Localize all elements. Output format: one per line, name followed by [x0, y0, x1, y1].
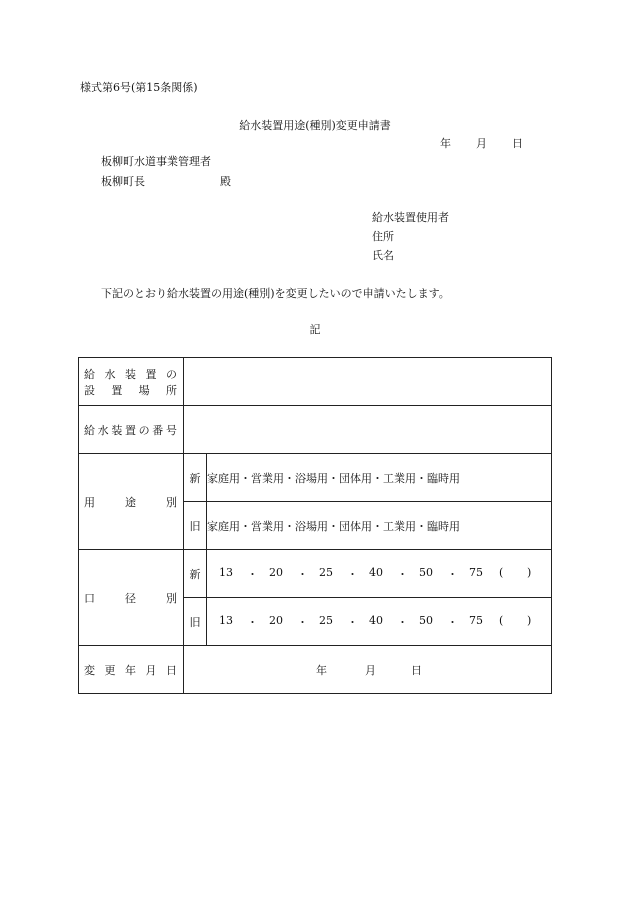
applicant-name-label: 氏名 — [372, 249, 394, 262]
change-date-day: 日 — [411, 664, 422, 677]
diameter-new-label: 新 — [184, 550, 207, 598]
location-field[interactable] — [184, 358, 552, 406]
device-number-label: 給 水 装 置 の 番 号 — [79, 406, 184, 454]
applicant-heading: 給水装置使用者 — [372, 211, 449, 224]
change-date-field[interactable] — [184, 646, 552, 694]
usage-old-options[interactable]: 家庭用・営業用・浴場用・団体用・工業用・臨時用 — [207, 502, 552, 550]
diameter-old-label: 旧 — [184, 598, 207, 646]
application-date — [440, 137, 523, 151]
diameter-label: 口 径 別 — [79, 550, 184, 646]
applicant-address-label: 住所 — [372, 230, 394, 243]
date-day-label: 日 — [512, 137, 523, 150]
application-table — [78, 357, 552, 694]
usage-new-options[interactable]: 家庭用・営業用・浴場用・団体用・工業用・臨時用 — [207, 454, 552, 502]
form-number: 様式第6号(第15条関係) — [80, 81, 198, 94]
date-month-label: 月 — [476, 137, 487, 150]
usage-label: 用 途 別 — [79, 454, 184, 550]
usage-new-label: 新 — [184, 454, 207, 502]
date-year-label: 年 — [440, 137, 451, 150]
addressee-line2 — [101, 175, 231, 189]
location-label: 給 水 装 置 の 設 置 場 所 — [79, 358, 184, 406]
device-number-field[interactable] — [184, 406, 552, 454]
honorific: 殿 — [220, 175, 231, 188]
application-statement: 下記のとおり給水装置の用途(種別)を変更したいので申請いたします。 — [101, 287, 450, 300]
ki-heading: 記 — [309, 323, 321, 336]
change-date-month: 月 — [365, 664, 376, 677]
applicant-block — [372, 211, 449, 268]
diameter-new-options[interactable]: 13 ・ 20 ・ 25 ・ 40 ・ 50 ・ 75 ( ) — [207, 550, 552, 598]
addressee-name: 板柳町長 — [101, 175, 145, 188]
change-date-label: 変 更 年 月 日 — [79, 646, 184, 694]
diameter-old-options[interactable]: 13 ・ 20 ・ 25 ・ 40 ・ 50 ・ 75 ( ) — [207, 598, 552, 646]
usage-old-label: 旧 — [184, 502, 207, 550]
page-title: 給水装置用途(種別)変更申請書 — [239, 119, 391, 132]
addressee-line1: 板柳町水道事業管理者 — [101, 155, 211, 168]
change-date-year: 年 — [316, 664, 327, 677]
